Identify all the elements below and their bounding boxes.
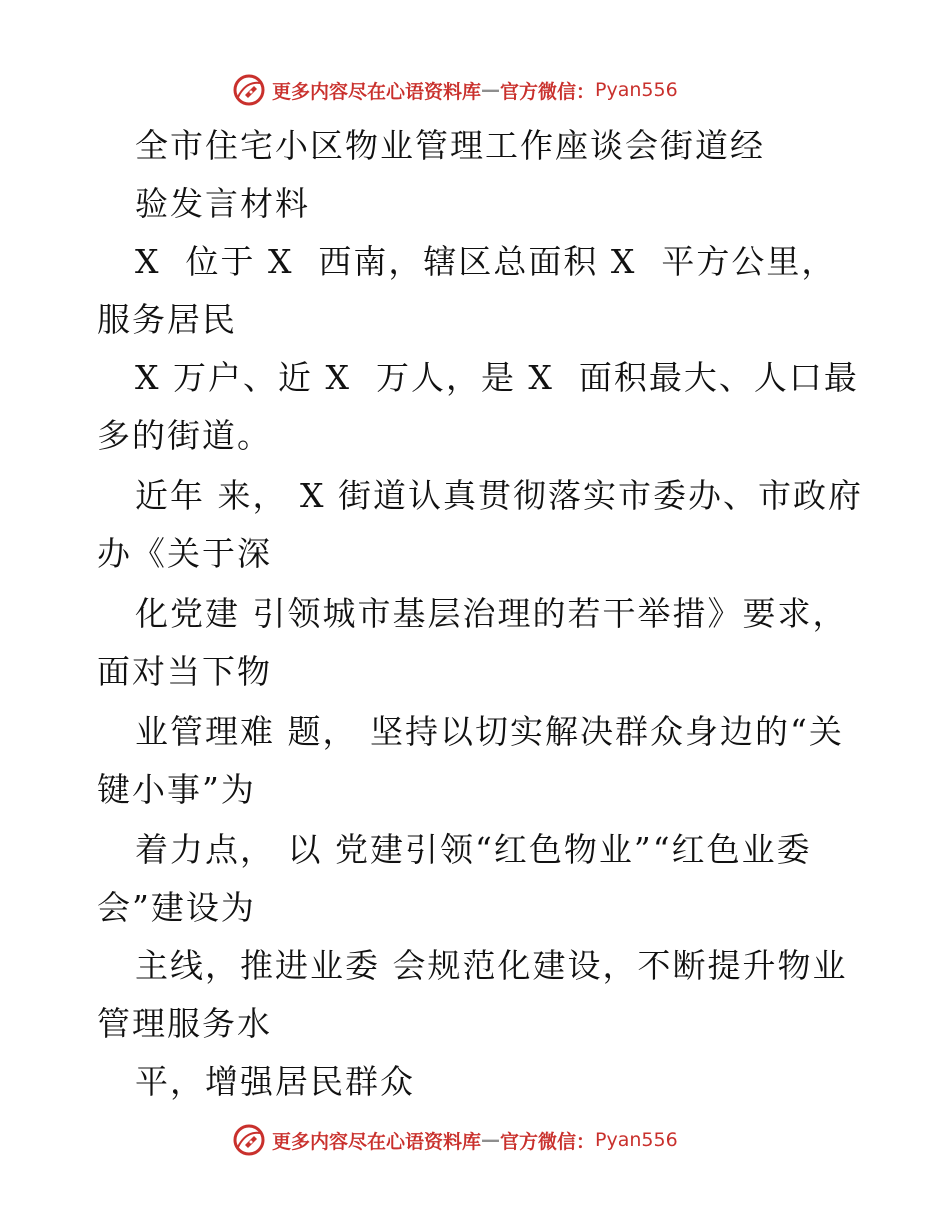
text-line: 验发言材料 [135, 184, 310, 223]
text-line: 主线，推进业委 会规范化建设，不断提升物业 [135, 946, 848, 985]
banner-separator: — [481, 1129, 501, 1151]
text-line: 平，增强居民群众 [135, 1062, 415, 1101]
text-line: 近年 来， X 街道认真贯彻落实市委办、市政府 [135, 476, 863, 515]
text-line: 办《关于深 [97, 534, 272, 573]
text-line: 全市住宅小区物业管理工作座谈会街道经 [135, 126, 765, 165]
text-line: 化党建 引领城市基层治理的若干举措》要求， [135, 594, 848, 633]
banner-suffix-text: 官方微信： [500, 80, 596, 103]
text-line: 业管理难 题， 坚持以切实解决群众身边的“关 [135, 712, 844, 751]
text-line: 着力点， 以 党建引领“红色物业”“红色业委 [135, 830, 812, 869]
text-line: 会”建设为 [97, 888, 256, 927]
banner-main-text: 更多内容尽在心语资料库 [272, 80, 482, 103]
footer-banner [232, 1122, 678, 1158]
banner-main-text: 更多内容尽在心语资料库 [272, 1130, 482, 1153]
text-line: 面对当下物 [97, 652, 272, 691]
banner-account-id: Pyan556 [595, 1129, 678, 1151]
text-line: 管理服务水 [97, 1004, 272, 1043]
text-line: 多的街道。 [97, 416, 272, 455]
pen-nib-circle-icon [232, 1123, 266, 1157]
banner-separator: — [481, 79, 501, 101]
text-line: X 位于 X 西南，辖区总面积 X 平方公里， [135, 242, 837, 281]
text-line: 键小事”为 [97, 770, 256, 809]
banner-suffix-text: 官方微信： [500, 1130, 596, 1153]
text-line: 服务居民 [97, 300, 237, 339]
text-line: X 万户、近 X 万人，是 X 面积最大、人口最 [135, 358, 859, 397]
header-banner [232, 72, 678, 108]
pen-nib-circle-icon [232, 73, 266, 107]
banner-account-id: Pyan556 [595, 79, 678, 101]
